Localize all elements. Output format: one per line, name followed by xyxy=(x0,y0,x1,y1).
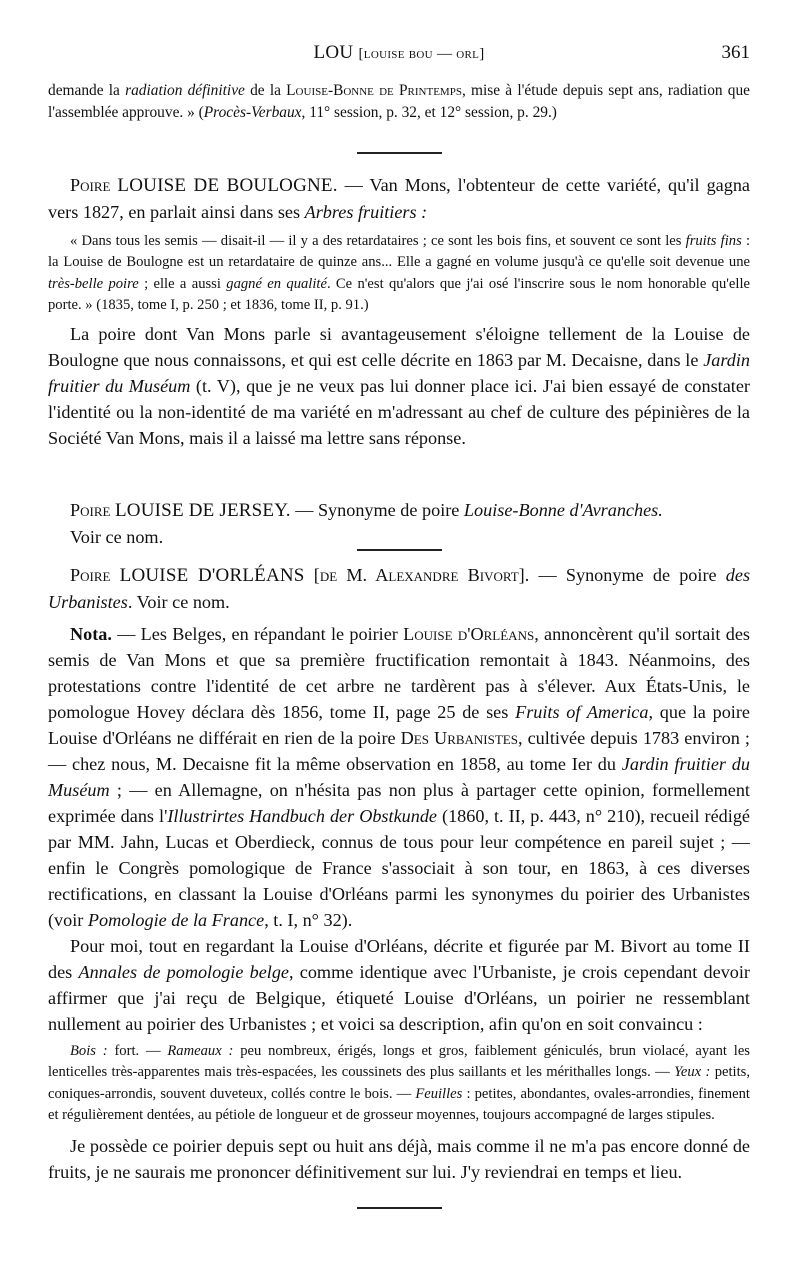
entry-title: LOUISE D'ORLÉANS xyxy=(119,565,305,586)
text: peu nombreux, érigés, longs et gros, faiblement géniculés, brun violacé, ayant les lenticelles très-apparentes mais très-espacées, les coussinets des plus saillants et les mérithalles longs. — xyxy=(48,1043,750,1081)
text: , que la poire Louise d'Orléans ne différait en rien de la poire xyxy=(48,702,750,748)
variety-name: Louise d'Orléans xyxy=(403,624,535,644)
italic-text: Illustrirtes Handbuch der Obstkunde xyxy=(167,806,437,826)
paragraph xyxy=(48,321,750,451)
text: demande la xyxy=(48,82,126,99)
italic-text: très-belle poire xyxy=(48,275,139,292)
italic-text: Rameaux : xyxy=(167,1043,234,1059)
running-header xyxy=(48,42,750,66)
text: ; elle a aussi xyxy=(138,275,227,292)
italic-text: des Urbanistes xyxy=(48,565,751,612)
italic-text: gagné en qualité xyxy=(226,275,327,292)
italic-text: Feuilles xyxy=(415,1085,463,1102)
text: : petites, abondantes, ovales-arrondies, finement et régulièrement dentées, au pétiole de longueur et de grosseur moyennes, toujours accompagné de larges stipules. xyxy=(48,1085,750,1124)
entry-title: LOUISE DE BOULOGNE. xyxy=(117,175,338,196)
entry-louise-dorleans xyxy=(48,562,750,1185)
page-number: 361 xyxy=(721,42,750,63)
text: , comme identique avec l'Urbaniste, je crois cependant devoir affirmer que j'ai reçu de Belgique, étiqueté Louise d'Orléans, un poirier ne ressemblant nullement au poirier des Urbanistes ; et voici sa description, afin qu'on en soit convaincu : xyxy=(48,962,750,1034)
text: , annoncèrent qu'il sortait des semis de Van Mons et que sa première fructification remontait à 1843. Néanmoins, des protestations contre l'identité de cet arbre ne tardèrent pas à s'élever. Aux États-Unis, le pomologue Hovey déclara dès 1856, tome II, page 25 de ses xyxy=(48,624,750,722)
text: « Dans tous les semis — disait-il — il y a des retardataires ; ce sont les bois fins, et souvent ce sont les xyxy=(70,233,686,249)
text: — Van Mons, l'obtenteur de cette variété, qu'il gagna vers 1827, en parlait ainsi dans ses xyxy=(48,175,750,222)
text: — Les Belges, en répandant le poirier xyxy=(111,624,404,644)
text: fort. — xyxy=(114,1043,168,1059)
description xyxy=(48,1041,750,1127)
text: . Ce n'est qu'alors que j'ai osé l'inscrire sous le nom honorable qu'elle porte. » (1835, tome I, p. 250 ; et 1836, tome II, p. 91.) xyxy=(48,275,750,314)
text: , 11° session, p. 32, et 12° session, p. 29.) xyxy=(301,104,557,121)
text: La poire dont Van Mons parle si avantageusement s'éloigne tellement de la Louise de Boulogne que nous connaissons, et qui est celle décrite en 1863 par M. Decaisne, dans le xyxy=(48,323,750,370)
entry-louise-de-boulogne xyxy=(48,172,750,451)
text: , cultivée depuis 1783 environ ; — chez nous, M. Decaisne fit la même observation en 1858, au tome Ier du xyxy=(48,728,750,774)
poire-label: Poire xyxy=(70,175,111,195)
text: de la xyxy=(244,82,287,99)
variety-name: Louise-Bonne de Printemps xyxy=(286,82,462,99)
text: , t. I, n° 32). xyxy=(264,910,353,930)
see-reference: Voir ce nom. xyxy=(70,527,164,547)
italic-text: Fruits of America xyxy=(515,702,649,722)
nota-paragraph xyxy=(48,621,750,933)
text: : la Louise de Boulogne est un retardataire de quinze ans... Elle a gagné en volume jusqu'à ce qu'elle soit devenue une xyxy=(48,233,750,271)
continuation-paragraph xyxy=(48,80,750,124)
poire-label: Poire xyxy=(70,500,111,520)
paragraph: Je possède ce poirier depuis sept ou huit ans déjà, mais comme il ne m'a pas encore donné de fruits, je ne saurais me prononcer définitivement sur lui. J'y reviendrai en temps et lieu. xyxy=(48,1135,750,1182)
italic-text: Annales de pomologie belge xyxy=(78,962,290,982)
italic-text: Jardin fruitier du Muséum xyxy=(48,349,750,396)
text: (1860, t. II, p. 443, n° 210), recueil rédigé par MM. Jahn, Lucas et Oberdieck, connus de tous pour leur compétence en pareil sujet ; — enfin le Congrès pomologique de France s'associait à son tour, en 1863, à ces diverses rectifications, en classant la Louise d'Orléans parmi les synonymes du poirier des Urbanistes (voir xyxy=(48,806,750,930)
header-title xyxy=(48,42,750,64)
italic-text: Jardin fruitier du Muséum xyxy=(48,754,750,800)
poire-label: Poire xyxy=(70,565,111,585)
paragraph xyxy=(48,933,750,1037)
section-rule xyxy=(48,549,750,551)
see-reference: . Voir ce nom. xyxy=(127,592,230,612)
italic-text: Louise-Bonne d'Avranches. xyxy=(463,500,663,520)
text: (t. V), que je ne veux pas lui donner place ici. J'ai bien essayé de constater l'identité ou la non-identité de ma variété en m'adressant au chef de culture des pépinières de la Société Van Mons, mais il a laissé ma lettre sans réponse. xyxy=(48,375,750,448)
variety-name: Des Urbanistes xyxy=(400,728,518,748)
text: , mise à l'étude depuis sept ans, radiation que l'assemblée approuve. » ( xyxy=(48,82,751,121)
section-rule xyxy=(48,152,750,154)
attribution: [de M. Alexandre Bivort] xyxy=(313,565,525,585)
italic-text: Pomologie de la France xyxy=(87,910,265,930)
italic-text: Yeux : xyxy=(674,1064,711,1081)
text: — Synonyme de poire xyxy=(290,500,464,520)
section-rule xyxy=(48,1207,750,1209)
entry-louise-de-jersey xyxy=(48,497,750,550)
italic-text: Arbres fruitiers : xyxy=(304,202,428,222)
text: . — Synonyme de poire xyxy=(524,565,726,585)
italic-text: radiation définitive xyxy=(125,82,245,99)
italic-text: Bois : xyxy=(70,1043,115,1059)
header-section: LOU xyxy=(313,42,354,63)
quotation xyxy=(48,231,750,317)
italic-text: fruits fins xyxy=(685,233,742,249)
header-range: [louise bou — orl] xyxy=(358,46,485,62)
nota-label: Nota. xyxy=(70,624,112,644)
text: ; — en Allemagne, on n'hésita pas non plus à partager cette opinion, formellement exprimée dans l' xyxy=(48,780,750,826)
text: Pour moi, tout en regardant la Louise d'Orléans, décrite et figurée par M. Bivort au tome II des xyxy=(48,936,750,982)
entry-title: LOUISE DE JERSEY. xyxy=(115,500,291,521)
italic-text: Procès-Verbaux xyxy=(203,104,302,121)
text: petits, coniques-arrondis, souvent duveteux, collés contre le bois. — xyxy=(48,1064,750,1102)
